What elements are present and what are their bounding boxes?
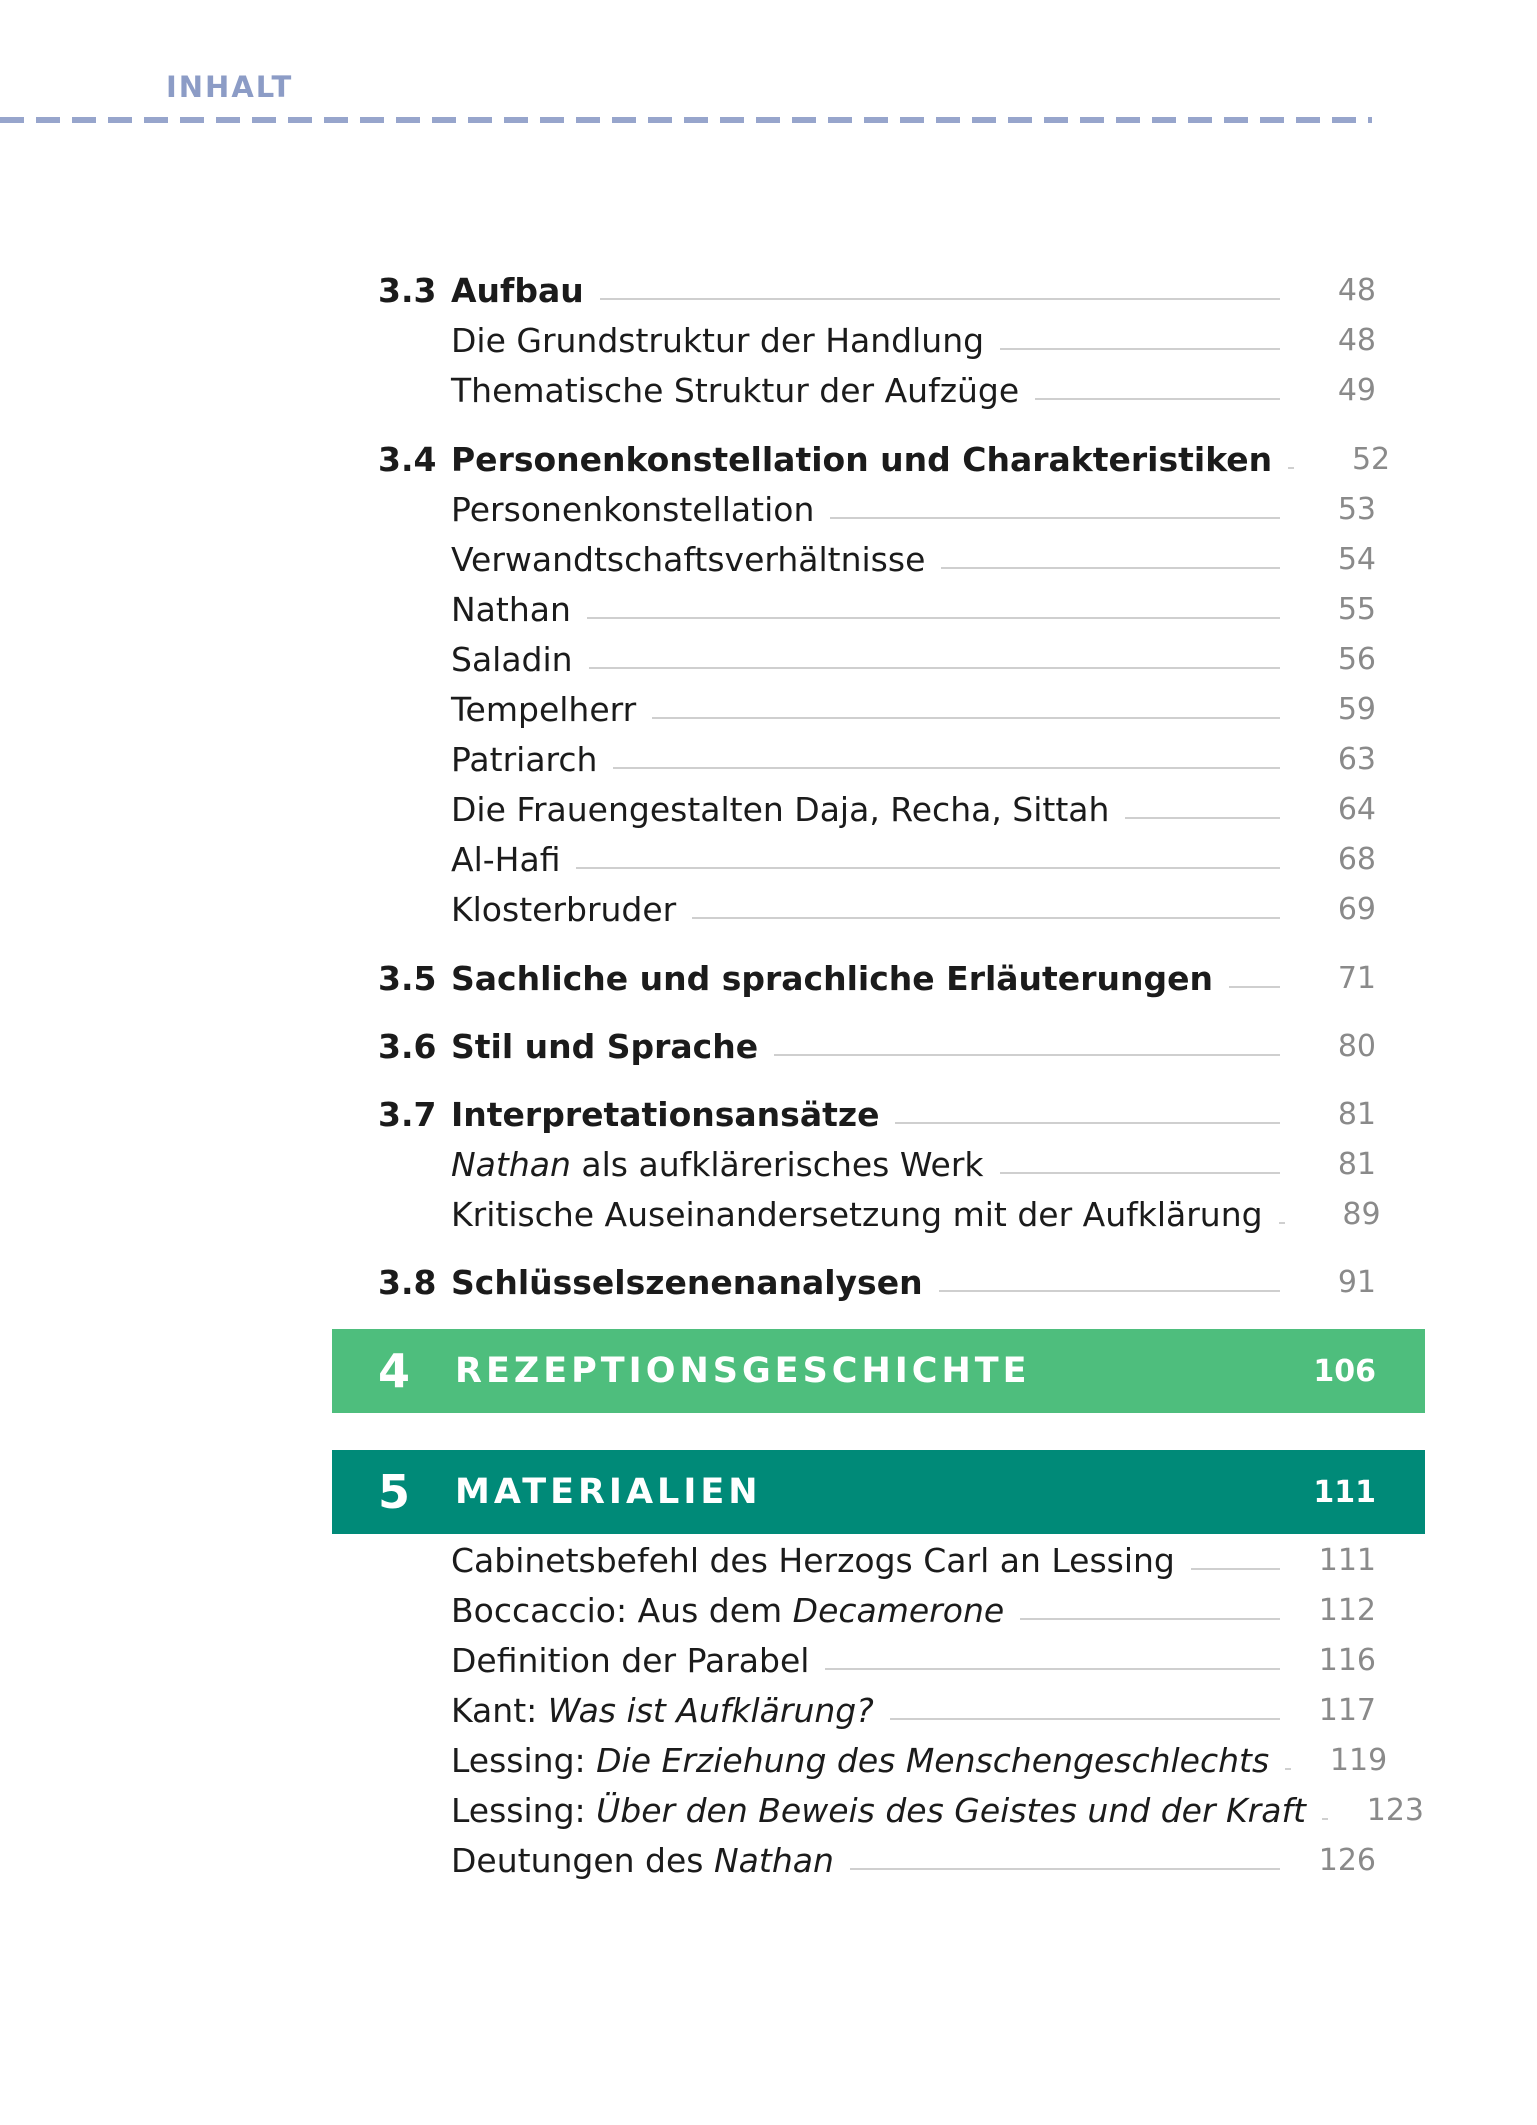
page-number: 56 — [1337, 641, 1376, 677]
entry-title — [451, 1841, 834, 1880]
page-number: 55 — [1337, 591, 1376, 627]
dot-leader — [1288, 467, 1294, 469]
entry-title: Patriarch — [451, 739, 598, 779]
materials-entry[interactable] — [451, 1535, 1376, 1585]
entry-title — [451, 1541, 1175, 1580]
entry-title: Stil und Sprache — [451, 1026, 759, 1066]
dot-leader — [1322, 1818, 1328, 1820]
toc-subentry[interactable] — [451, 584, 1376, 634]
title-prefix: Lessing: — [451, 1740, 597, 1780]
page-number: 54 — [1337, 541, 1376, 577]
toc-subentry[interactable] — [451, 484, 1376, 534]
toc-subentry[interactable] — [451, 884, 1376, 934]
section-header-label: INHALT — [166, 70, 294, 104]
dot-leader — [576, 867, 1280, 869]
entry-title: Aufbau — [451, 270, 584, 310]
toc-subentry[interactable] — [451, 534, 1376, 584]
page-number: 49 — [1337, 372, 1376, 408]
entry-title: Tempelherr — [451, 689, 637, 729]
page-number: 52 — [1351, 441, 1391, 477]
entry-title — [451, 1791, 1306, 1830]
entry-title: Sachliche und sprachliche Erläuterungen — [451, 958, 1213, 998]
entry-title: Kritische Auseinandersetzung mit der Aufklärung — [451, 1194, 1263, 1234]
page-number: 81 — [1337, 1146, 1376, 1182]
entry-title: Klosterbruder — [451, 889, 677, 929]
page-number: 91 — [1337, 1264, 1376, 1300]
toc-subentry[interactable] — [451, 834, 1376, 884]
page-number: 64 — [1337, 791, 1376, 827]
chapter-title: REZEPTIONSGESCHICHTE — [455, 1351, 1031, 1391]
page-number: 81 — [1337, 1096, 1376, 1132]
entry-title: Saladin — [451, 639, 573, 679]
chapter-title: MATERIALIEN — [455, 1472, 762, 1512]
toc-entry-3-3[interactable] — [378, 265, 1376, 315]
title-prefix: Cabinetsbefehl des Herzogs Carl an Lessing — [451, 1540, 1175, 1580]
toc-entry-3-5[interactable] — [378, 953, 1376, 1003]
dot-leader — [941, 567, 1280, 569]
dot-leader — [830, 517, 1280, 519]
chapter-page: 111 — [1313, 1474, 1376, 1510]
materials-entry[interactable] — [451, 1635, 1376, 1685]
title-italic: Nathan — [451, 1144, 571, 1184]
page-number: 89 — [1342, 1196, 1381, 1232]
title-italic: Die Erziehung des Menschengeschlechts — [596, 1740, 1270, 1780]
entry-title: Personenkonstellation und Charakteristiken — [451, 439, 1273, 479]
dot-leader — [613, 767, 1280, 769]
chapter-page: 106 — [1313, 1353, 1376, 1389]
entry-title: Al-Hafi — [451, 839, 561, 879]
dot-leader — [1035, 398, 1280, 400]
entry-title: Interpretationsansätze — [451, 1094, 880, 1134]
title-prefix: Kant: — [451, 1690, 548, 1730]
page-number: 80 — [1337, 1028, 1376, 1064]
page-number: 69 — [1337, 891, 1376, 927]
dot-leader — [890, 1718, 1280, 1720]
entry-title: Nathan — [451, 589, 571, 629]
title-prefix: Definition der Parabel — [451, 1640, 810, 1680]
dot-leader — [1191, 1568, 1280, 1570]
title-italic: Nathan — [714, 1840, 834, 1880]
entry-title — [451, 1641, 809, 1680]
toc-entry-3-6[interactable] — [378, 1021, 1376, 1071]
page-number: 71 — [1337, 960, 1376, 996]
dot-leader — [1285, 1768, 1291, 1770]
toc-subentry[interactable] — [451, 684, 1376, 734]
entry-number: 3.5 — [378, 958, 437, 998]
title-prefix: Boccaccio: Aus dem — [451, 1590, 793, 1630]
page-number: 53 — [1337, 491, 1376, 527]
entry-title: Schlüsselszenenanalysen — [451, 1262, 923, 1302]
page-number: 126 — [1318, 1842, 1376, 1878]
entry-title — [451, 1145, 984, 1184]
materials-entry[interactable] — [451, 1785, 1424, 1835]
page-number: 63 — [1337, 741, 1376, 777]
page-number: 48 — [1337, 322, 1376, 358]
title-italic: Was ist Aufklärung? — [547, 1690, 874, 1730]
dot-leader — [1229, 986, 1280, 988]
page-number: 68 — [1337, 841, 1376, 877]
dot-leader — [652, 717, 1280, 719]
materials-entry[interactable] — [451, 1835, 1376, 1885]
dot-leader — [825, 1668, 1280, 1670]
toc-entry-3-7[interactable] — [378, 1089, 1376, 1139]
chapter-4-band[interactable] — [332, 1329, 1425, 1413]
title-prefix: Lessing: — [451, 1790, 597, 1830]
toc-subentry[interactable] — [451, 1139, 1376, 1189]
entry-title: Die Frauengestalten Daja, Recha, Sittah — [451, 789, 1110, 829]
dashed-divider — [0, 117, 1372, 123]
title-italic: Decamerone — [792, 1590, 1005, 1630]
entry-title — [451, 1741, 1269, 1780]
page-number: 59 — [1337, 691, 1376, 727]
title-prefix: Deutungen des — [451, 1840, 714, 1880]
dot-leader — [589, 667, 1280, 669]
toc-entry-3-4[interactable] — [378, 434, 1391, 484]
toc-subentry[interactable] — [451, 784, 1376, 834]
entry-title — [451, 1691, 874, 1730]
dot-leader — [692, 917, 1280, 919]
dot-leader — [600, 298, 1280, 300]
toc-subentry[interactable] — [451, 1189, 1381, 1239]
entry-number: 3.4 — [378, 439, 437, 479]
materials-entry[interactable] — [451, 1585, 1376, 1635]
toc-subentry[interactable] — [451, 315, 1376, 365]
entry-number: 3.3 — [378, 270, 437, 310]
page-number: 116 — [1318, 1642, 1376, 1678]
entry-title: Die Grundstruktur der Handlung — [451, 320, 985, 360]
dot-leader — [774, 1054, 1280, 1056]
page-number: 123 — [1366, 1792, 1424, 1828]
dot-leader — [850, 1868, 1280, 1870]
materials-entry[interactable] — [451, 1735, 1388, 1785]
dot-leader — [1020, 1618, 1280, 1620]
page-number: 111 — [1318, 1542, 1376, 1578]
dot-leader — [1125, 817, 1280, 819]
dot-leader — [1279, 1222, 1285, 1224]
page-number: 119 — [1329, 1742, 1388, 1778]
page-number: 112 — [1318, 1592, 1376, 1628]
toc-subentry[interactable] — [451, 365, 1376, 415]
entry-number: 3.8 — [378, 1262, 437, 1302]
toc-subentry[interactable] — [451, 734, 1376, 784]
entry-title: Thematische Struktur der Aufzüge — [451, 370, 1020, 410]
chapter-5-band[interactable] — [332, 1450, 1425, 1534]
entry-title: Verwandtschaftsverhältnisse — [451, 539, 926, 579]
entry-number: 3.7 — [378, 1094, 437, 1134]
entry-title — [451, 1591, 1004, 1630]
page-number: 48 — [1337, 272, 1376, 308]
toc-subentry[interactable] — [451, 634, 1376, 684]
title-rest: als aufklärerisches Werk — [570, 1144, 984, 1184]
chapter-number: 4 — [378, 1344, 411, 1398]
dot-leader — [895, 1122, 1280, 1124]
dot-leader — [1000, 348, 1280, 350]
dot-leader — [1000, 1172, 1280, 1174]
chapter-number: 5 — [378, 1465, 411, 1519]
dot-leader — [587, 617, 1280, 619]
title-italic: Über den Beweis des Geistes und der Kraft — [596, 1790, 1306, 1830]
toc-entry-3-8[interactable] — [378, 1257, 1376, 1307]
page-number: 117 — [1318, 1692, 1376, 1728]
entry-number: 3.6 — [378, 1026, 437, 1066]
dot-leader — [939, 1290, 1280, 1292]
entry-title: Personenkonstellation — [451, 489, 815, 529]
materials-entry[interactable] — [451, 1685, 1376, 1735]
